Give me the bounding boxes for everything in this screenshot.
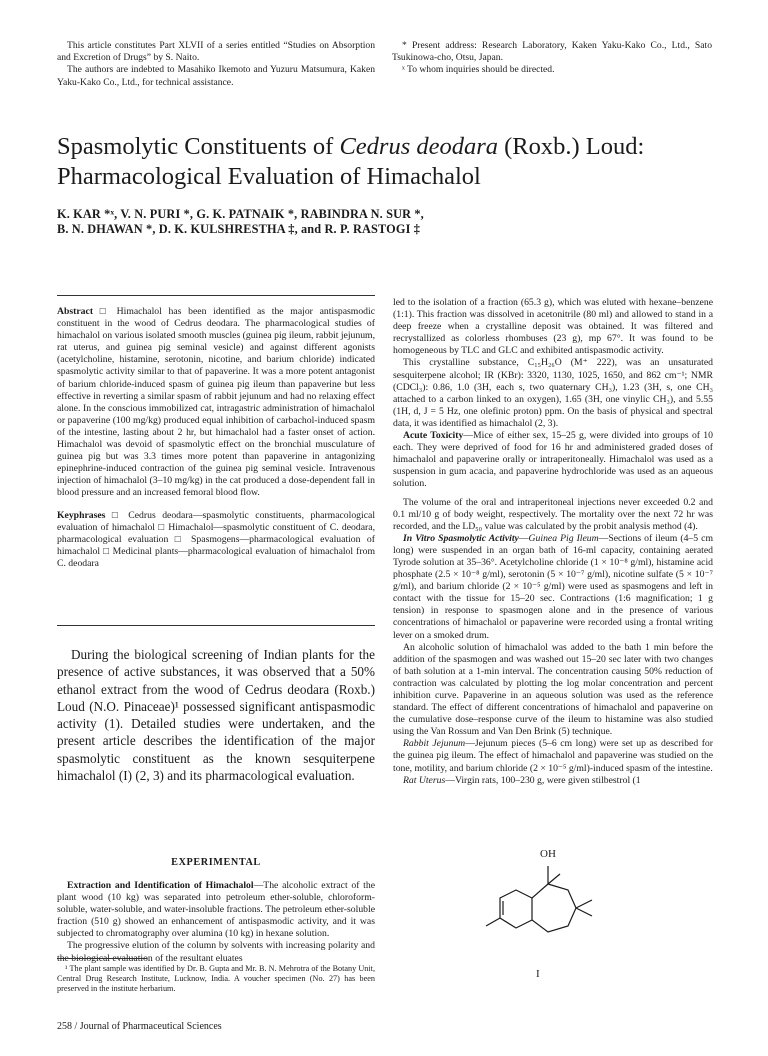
- rabbit-jejunum-label: Rabbit Jejunum: [403, 738, 466, 750]
- extraction-section: Extraction and Identification of Himachalol—The alcoholic extract of the plant wood (10 kg) was separated into petroleum ether-soluble, chloroform-soluble, water-soluble, and water-insoluble fractions. The petroleum ether-soluble fraction (510 g) showed an enhancement of antispasmodic activity, and it was subjected to chromatography over alumina (10 kg) in hexane solution. The progressive elution of the column by solvents with increasing polarity and the biological evaluation of the resultant eluates: [57, 880, 376, 964]
- abstract-label: Abstract: [57, 306, 94, 317]
- structure-drawing: [480, 860, 620, 980]
- progressive-elution-text: The progressive elution of the column by solvents with increasing polarity and the biological evaluation of the resultant eluates: [57, 940, 375, 964]
- oh-label: OH: [540, 848, 556, 860]
- page-footer: 258 / Journal of Pharmaceutical Sciences: [57, 1021, 222, 1032]
- series-note: This article constitutes Part XLVII of a series entitled “Studies on Absorption and Excretion of Drugs” by S. Naito.: [57, 40, 375, 64]
- abstract-top-rule: [57, 295, 375, 296]
- abstract-text: Himachalol has been identified as the major antispasmodic constituent in the wood of Cedrus deodara. The pharmacological studies of himachalol on various isolated smooth muscles (guinea pig ileum, rabbit jejunum, rat uterus, and guinea pig seminal vesicle) and against different agonists (acetylcholine, histamine, serotonin, nicotine, and barium chloride) indicated spasmolytic activity similar to that of papaverine. It was a more potent antagonist of barium chloride-induced spasm of guinea pig ileum than papaverine but less effective in reverting a similar spasm of rabbit jejunum and had no relaxing effect alone. In the conscious immobilized cat, intragastric administration of himachalol or papaverine (100 mg/kg) produced equal inhibition of carbachol-induced spasm of the intestine, lasting about 2 hr, but himachalol had a faster onset of action. Himachalol was devoid of spasmolytic effect on the bronchial musculature of guinea pig but was 3.3 times more potent than papaverine in antagonizing epinephrine-induced contraction of the guinea pig seminal vesicle. Intravenous injection of himachalol (3–10 mg/kg) in the cat produced a dose-dependent fall in blood pressure and an increased femoral blood flow.: [57, 306, 376, 499]
- top-right-notes: [392, 40, 712, 77]
- title-species: Cedrus deodara: [339, 133, 499, 160]
- author-list: K. KAR *ˣ, V. N. PURI *, G. K. PATNAIK *, RABINDRA N. SUR *, B. N. DHAWAN *, D. K. KULSHRESTHA ‡, and R. P. RASTOGI ‡: [57, 207, 424, 236]
- abstract: [57, 306, 375, 570]
- invitro-label: In Vitro Spasmolytic Activity: [403, 532, 519, 544]
- himachalol-structure: [480, 848, 620, 988]
- correspondence-note: ˣ To whom inquiries should be directed.: [402, 64, 555, 76]
- rat-uterus-label: Rat Uterus: [403, 774, 446, 786]
- box-icon: □: [111, 509, 122, 521]
- invitro-sublabel: Guinea Pig Ileum: [528, 532, 599, 544]
- footnote-rule: [57, 958, 147, 959]
- present-address-note: * Present address: Research Laboratory, Kaken Yaku-Kako Co., Ltd., Sato Tsukinowa-cho, Otsu, Japan.: [392, 40, 712, 64]
- box-icon: □: [99, 306, 110, 317]
- acute-toxicity-label: Acute Toxicity: [403, 430, 464, 442]
- experimental-heading: EXPERIMENTAL: [171, 857, 261, 868]
- footnote: ¹ The plant sample was identified by Dr. B. Gupta and Mr. B. N. Mehrotra of the Botany Unit, Central Drug Research Institute, Lucknow, India. A voucher specimen (No. 27) has been preserved in the institute herbarium.: [57, 964, 375, 994]
- keyphrases-text: Cedrus deodara—spasmolytic constituents, pharmacological evaluation of himachalol □ Himachalol—spasmolytic constituent of C. deodara, pharmacological evaluation □ Spasmogens—pharmacological evaluation of himachalol □ Medicinal plants—pharmacological evaluation of himachalol from C. deodara: [57, 509, 376, 569]
- acknowledgment-note: The authors are indebted to Masahiko Ikemoto and Yuzuru Matsumura, Kaken Yaku-Kako Co., Ltd., for technical assistance.: [57, 64, 375, 88]
- keyphrases-label: Keyphrases: [57, 509, 106, 521]
- right-column-text: led to the isolation of a fraction (65.3 g), which was eluted with hexane–benzene (1:1). This fraction was dissolved in acetonitrile (80 ml) and allowed to stand in a deep freeze when a crystalline deposit was obtained. It was filtered and recrystallized as colorless rhombuses (23 g), mp 67°. It was found to be homogeneous by TLC and GLC and exhibited antispasmodic activity. This crystalline substance, C₁₅H₂₆O (M⁺ 222), was an unsaturated sesquiterpene alcohol; IR (KBr): 3320, 1130, 1025, 1650, and 862 cm⁻¹; NMR (CDCl₃): 0.86, 1.0 (3H, each s, two quaternary CH₃), 1.23 (3H, s, one CH₃ attached to a carbon linked to an oxygen), 1.65 (3H, one vinylic CH₃), and 5.55 (1H, d, J = 5 Hz, one olefinic proton) ppm. On the basis of physical and spectral data, it was identified as himachalol (2, 3). Acute Toxicity—Mice of either sex, 15–25 g, were divided into groups of 10 each. They were deprived of food for 16 hr and administered graded doses of himachalol and papaverine orally or intraperitoneally. Himachalol was used as a suspension in gum acacia, and papaverine hydrochloride was used as an aqueous solution. The volume of the oral and intraperitoneal injections never exceeded 0.2 and 0.1 ml/10 g of body weight, respectively. The mortality over the next 72 hr was recorded, and the LD₅₀ value was calculated by the probit analysis method (4). In Vitro Spasmolytic Activity—Guinea Pig Ileum—Sections of ileum (4–5 cm long) were suspended in an organ bath of 16-ml capacity, containing aerated Tyrode solution at 35–36°. Acetylcholine chloride (1 × 10⁻⁸ g/ml), histamine acid phosphate (2.5 × 10⁻⁸ g/ml), serotonin (5 × 10⁻⁷ g/ml), nicotine sulfate (5 × 10⁻⁷ g/ml), and barium chloride (2 × 10⁻⁵ g/ml) were used as spasmogens and left in contact with the tissue for 15–20 sec. Contractions (1:6 magnification; 1 g tension) in response to spasmogen alone and in the presence of various concentrations of himachalol or papaverine were recorded using a frontal writing lever on a smoked drum. An alcoholic solution of himachalol was added to the bath 1 min before the addition of the spasmogen and was washed out 15–20 sec later with two changes of bath solution at a 1-min interval. The concentration causing 50% reduction of contraction was calculated by plotting the log molar concentration and percent inhibition curve. Papaverine in an aqueous solution was used as the reference standard. The effect of different concentrations of himachalol and papaverine on the cumulative dose–response curve of the ileum to histamine was also studied using the Van Rossum and Van Den Brink (5) technique. Rabbit Jejunum—Jejunum pieces (5–6 cm long) were set up as described for the guinea pig ileum. The effect of himachalol and papaverine was studied on the tone, motility, and barium chloride (2 × 10⁻⁵ g/ml)-induced spasm of the intestine. Rat Uterus—Virgin rats, 100–230 g, were given stilbestrol (1: [393, 297, 714, 786]
- top-left-notes: [57, 40, 375, 89]
- experimental-section: [57, 857, 375, 868]
- abstract-bottom-rule: [57, 625, 375, 626]
- compound-label: I: [536, 968, 540, 980]
- article-title: Spasmolytic Constituents of Cedrus deodara (Roxb.) Loud: Pharmacological Evaluation of Himachalol: [57, 133, 645, 190]
- introduction: During the biological screening of Indian plants for the presence of active substances, it was observed that a 50% ethanol extract from the wood of Cedrus deodara (Roxb.) Loud (N.O. Pinaceae)¹ possessed significant antispasmodic activity (1). Detailed studies were undertaken, and the present article describes the identification of the major spasmolytic constituent as the known sesquiterpene himachalol (I) (2, 3) and its pharmacological evaluation.: [57, 647, 375, 784]
- extraction-label: Extraction and Identification of Himachalol: [67, 880, 254, 891]
